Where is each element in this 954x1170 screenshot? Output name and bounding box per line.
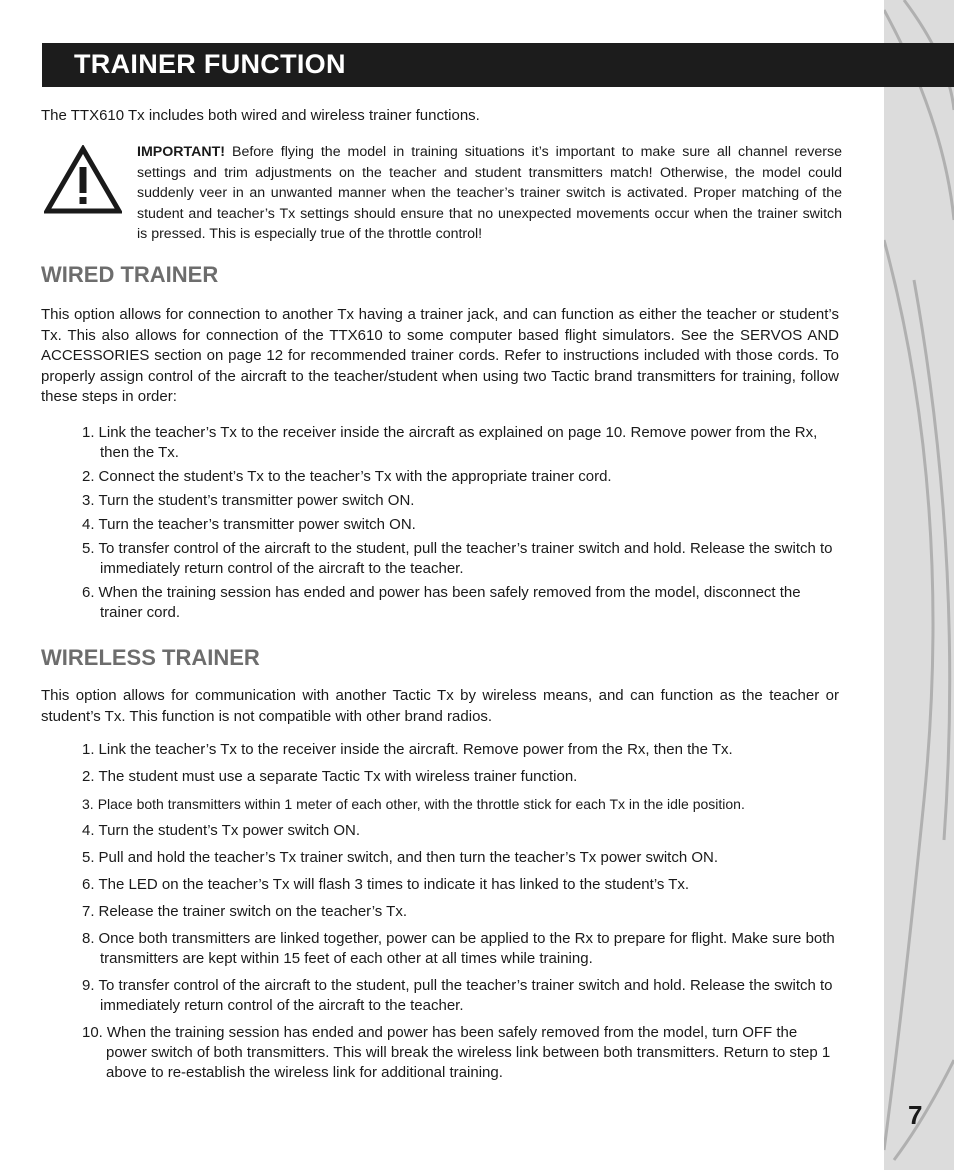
wired-trainer-paragraph: This option allows for connection to another Tx having a trainer jack, and can function as either the teacher or student’s Tx. This also allows for connection of the TTX610 to some computer based flight simulators. See the SERVOS AND ACCESSORIES section on page 12 for recommended trainer cords. Refer to instructions included with those cords. To properly assign control of the aircraft to the teacher/student when using two Tactic brand transmitters for training, follow these steps in order: — [41, 306, 839, 406]
wireless-trainer-heading: WIRELESS TRAINER — [41, 645, 260, 670]
page-title: TRAINER FUNCTION — [74, 49, 346, 79]
list-item: 2. The student must use a separate Tactic Tx with wireless trainer function. — [82, 768, 578, 785]
list-item: 3. Place both transmitters within 1 meter of each other, with the throttle stick for each Tx in the idle position. — [82, 796, 745, 812]
wired-trainer-heading: WIRED TRAINER — [41, 262, 219, 287]
decorative-arcs — [884, 0, 954, 1170]
important-notice — [137, 142, 842, 245]
title-bar — [42, 43, 954, 87]
list-item: 5. Pull and hold the teacher’s Tx trainer switch, and then turn the teacher’s Tx power switch ON. — [82, 849, 719, 866]
list-item: 4. Turn the student’s Tx power switch ON. — [82, 822, 361, 839]
list-item: 6. The LED on the teacher’s Tx will flash 3 times to indicate it has linked to the student’s Tx. — [82, 876, 690, 893]
warning-triangle-icon — [44, 145, 122, 215]
list-item: 3. Turn the student’s transmitter power switch ON. — [82, 492, 415, 509]
list-item: 9. To transfer control of the aircraft to the student, pull the teacher’s trainer switch and hold. Release the switch to immediately return control of the aircraft to the teacher. — [82, 977, 833, 1014]
page-number: 7 — [908, 1100, 923, 1130]
intro-text: The TTX610 Tx includes both wired and wireless trainer functions. — [41, 107, 480, 124]
list-item: 6. When the training session has ended and power has been safely removed from the model, disconnect the trainer cord. — [82, 584, 801, 621]
list-item: 8. Once both transmitters are linked together, power can be applied to the Rx to prepare for flight. Make sure both transmitters are kept within 15 feet of each other at all times while training. — [82, 930, 835, 967]
list-item: 1. Link the teacher’s Tx to the receiver inside the aircraft as explained on page 10. Remove power from the Rx, then the Tx. — [82, 424, 818, 461]
wireless-trainer-paragraph: This option allows for communication with another Tactic Tx by wireless means, and can function as the teacher or student’s Tx. This function is not compatible with other brand radios. — [41, 687, 839, 725]
list-item: 7. Release the trainer switch on the teacher’s Tx. — [82, 903, 408, 920]
important-label: IMPORTANT! — [137, 144, 225, 160]
important-text: Before flying the model in training situations it’s important to make sure all channel reverse settings and trim adjustments on the teacher and student transmitters match! Otherwise, the model could suddenly veer in an unwanted manner when the teacher’s trainer switch is activated. Proper matching of the student and teacher’s Tx settings should ensure that no unexpected movements occur when the trainer switch is pressed. This is especially true of the throttle control! — [137, 144, 842, 242]
page-edge-band — [884, 0, 954, 1170]
wired-steps-list — [82, 423, 840, 623]
list-item: 4. Turn the teacher’s transmitter power switch ON. — [82, 516, 416, 533]
list-item: 2. Connect the student’s Tx to the teacher’s Tx with the appropriate trainer cord. — [82, 468, 612, 485]
wireless-steps-list — [82, 740, 840, 1083]
list-item: 1. Link the teacher’s Tx to the receiver inside the aircraft. Remove power from the Rx, then the Tx. — [82, 741, 733, 758]
list-item: 5. To transfer control of the aircraft to the student, pull the teacher’s trainer switch and hold. Release the switch to immediately return control of the aircraft to the teacher. — [82, 540, 833, 577]
list-item: 10. When the training session has ended and power has been safely removed from the model, turn OFF the power switch of both transmitters. This will break the wireless link between both transmitters. Return to step 1 above to re-establish the wireless link for additional training. — [82, 1024, 831, 1081]
